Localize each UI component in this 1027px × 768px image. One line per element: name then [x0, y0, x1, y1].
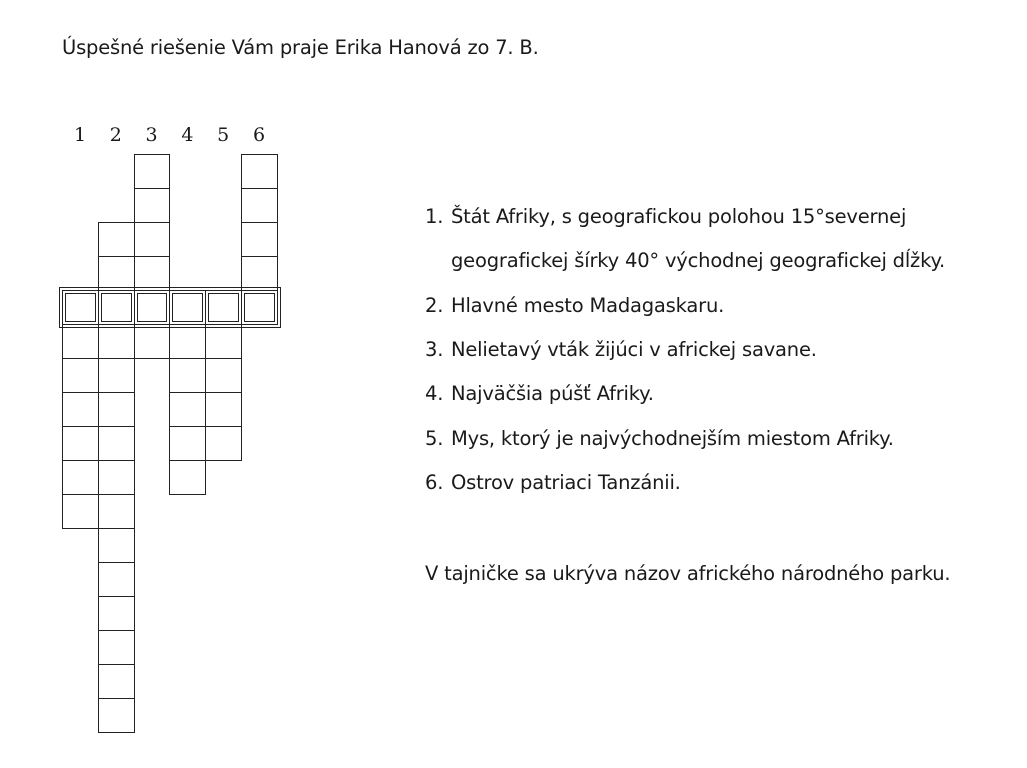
cell-col4-below-2[interactable] — [169, 358, 206, 393]
cell-col3-above-3[interactable] — [134, 188, 171, 223]
cell-col1-below-6[interactable] — [62, 494, 99, 529]
cell-col5-below-4[interactable] — [205, 426, 242, 461]
column-number-6: 6 — [252, 124, 266, 146]
clue-3: 3. Nelietavý vták žijúci v africkej savane. — [425, 338, 817, 361]
cell-col2-below-11[interactable] — [98, 664, 135, 699]
cell-col6-above-3[interactable] — [241, 188, 278, 223]
cell-col2-above-2[interactable] — [98, 222, 135, 257]
cell-col5-below-3[interactable] — [205, 392, 242, 427]
cell-col2-below-2[interactable] — [98, 358, 135, 393]
cell-col4-below-3[interactable] — [169, 392, 206, 427]
cell-col3-above-4[interactable] — [134, 154, 171, 189]
cell-col2-below-8[interactable] — [98, 562, 135, 597]
clue-1: 1. Štát Afriky, s geografickou polohou 15°severnej — [425, 205, 907, 228]
cell-col2-below-7[interactable] — [98, 528, 135, 563]
cell-col1-below-3[interactable] — [62, 392, 99, 427]
cell-col1-below-2[interactable] — [62, 358, 99, 393]
clue-5: 5. Mys, ktorý je najvýchodnejším miestom Afriky. — [425, 427, 894, 450]
cell-col3-above-1[interactable] — [134, 256, 171, 291]
cell-col2-below-9[interactable] — [98, 596, 135, 631]
cell-col4-below-1[interactable] — [169, 324, 206, 359]
cell-col1-below-4[interactable] — [62, 426, 99, 461]
cell-col1-below-1[interactable] — [62, 324, 99, 359]
clue-2: 2. Hlavné mesto Madagaskaru. — [425, 294, 725, 317]
clue-1-continued: geografickej šírky 40° východnej geografickej dĺžky. — [451, 249, 946, 272]
cell-col5-below-2[interactable] — [205, 358, 242, 393]
cell-col3-below-1[interactable] — [134, 324, 171, 359]
secret-note: V tajničke sa ukrýva názov afrického národného parku. — [425, 562, 951, 585]
cell-col5-below-1[interactable] — [205, 324, 242, 359]
cell-col4-below-5[interactable] — [169, 460, 206, 495]
cell-col6-above-2[interactable] — [241, 222, 278, 257]
cell-col2-below-10[interactable] — [98, 630, 135, 665]
clue-6: 6. Ostrov patriaci Tanzánii. — [425, 471, 681, 494]
cell-col3-above-2[interactable] — [134, 222, 171, 257]
column-number-5: 5 — [217, 124, 230, 146]
cell-col2-below-6[interactable] — [98, 494, 135, 529]
column-number-1: 1 — [73, 124, 87, 146]
cell-col2-below-3[interactable] — [98, 392, 135, 427]
clue-4: 4. Najväčšia púšť Afriky. — [425, 382, 654, 405]
column-number-4: 4 — [181, 124, 194, 146]
cell-col1-below-5[interactable] — [62, 460, 99, 495]
cell-col2-above-1[interactable] — [98, 256, 135, 291]
cell-col6-above-4[interactable] — [241, 154, 278, 189]
column-number-2: 2 — [109, 124, 122, 146]
wish-text: Úspešné riešenie Vám praje Erika Hanová zo 7. B. — [62, 36, 539, 59]
column-number-3: 3 — [145, 124, 158, 146]
cell-col6-above-1[interactable] — [241, 256, 278, 291]
cell-col2-below-1[interactable] — [98, 324, 135, 359]
crossword-grid — [0, 0, 300, 768]
cell-col4-below-4[interactable] — [169, 426, 206, 461]
cell-col2-below-12[interactable] — [98, 698, 135, 733]
cell-col2-below-5[interactable] — [98, 460, 135, 495]
secret-row-frame — [59, 287, 281, 328]
cell-col2-below-4[interactable] — [98, 426, 135, 461]
